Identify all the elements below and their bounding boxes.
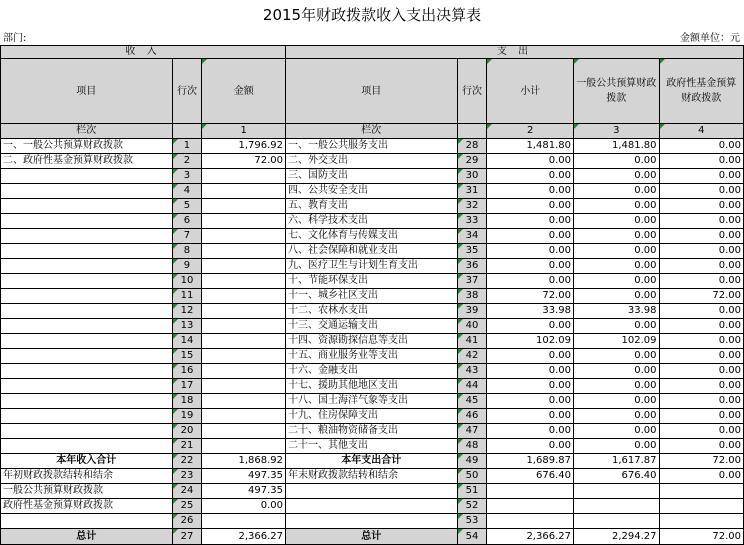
income-item-cell: 本年收入合计: [1, 454, 173, 469]
expense-subtotal-cell: 72.00: [487, 289, 574, 304]
income-amount-cell: [202, 289, 286, 304]
income-item-cell: 一般公共预算财政拨款: [1, 484, 173, 499]
expense-item-cell: 六、科学技术支出: [286, 214, 458, 229]
expense-item-cell: [286, 484, 458, 499]
income-item-cell: [1, 199, 173, 214]
expense-section-header: 支 出: [286, 46, 744, 59]
expense-item-cell: 总计: [286, 529, 458, 545]
income-amount-cell: [202, 379, 286, 394]
expense-item-cell: 十六、金融支出: [286, 364, 458, 379]
expense-item-cell: 八、社会保障和就业支出: [286, 244, 458, 259]
expense-subtotal-cell: 33.98: [487, 304, 574, 319]
expense-item-cell: 十四、资源勘探信息等支出: [286, 334, 458, 349]
expense-fund-cell: 72.00: [659, 289, 743, 304]
expense-fund-cell: 0.00: [659, 184, 743, 199]
income-line-no-cell: 11: [172, 289, 202, 304]
income-line-no-cell: 25: [172, 499, 202, 514]
table-row: [1, 169, 744, 184]
table-row: [1, 364, 744, 379]
expense-line-no-cell: 38: [457, 289, 487, 304]
expense-item-cell: 一、一般公共服务支出: [286, 139, 458, 154]
expense-line-no-cell: 33: [457, 214, 487, 229]
expense-general-cell: 0.00: [573, 289, 659, 304]
expense-item-cell: 本年支出合计: [286, 454, 458, 469]
expense-fund-cell: 0.00: [659, 139, 743, 154]
expense-item-cell: 四、公共安全支出: [286, 184, 458, 199]
expense-subtotal-cell: 1,481.80: [487, 139, 574, 154]
expense-fund-cell: [659, 499, 743, 514]
income-line-no-cell: 7: [172, 229, 202, 244]
expense-item-cell: 十一、城乡社区支出: [286, 289, 458, 304]
expense-subtotal-cell: 0.00: [487, 229, 574, 244]
income-line-no-cell: 19: [172, 409, 202, 424]
income-item-cell: [1, 349, 173, 364]
expense-line-no-cell: 46: [457, 409, 487, 424]
income-amount-cell: [202, 184, 286, 199]
expense-subtotal-cell: 0.00: [487, 349, 574, 364]
expense-general-cell: 0.00: [573, 154, 659, 169]
expense-fund-cell: 0.00: [659, 379, 743, 394]
income-item-cell: [1, 214, 173, 229]
expense-line-no-cell: 45: [457, 394, 487, 409]
income-item-cell: [1, 394, 173, 409]
income-line-no-cell: 1: [172, 139, 202, 154]
table-row: [1, 259, 744, 274]
expense-fund-cell: 0.00: [659, 394, 743, 409]
expense-general-cell: 33.98: [573, 304, 659, 319]
income-item-cell: [1, 364, 173, 379]
expense-general-cell: 0.00: [573, 349, 659, 364]
expense-fund-cell: 0.00: [659, 364, 743, 379]
expense-general-cell: 1,481.80: [573, 139, 659, 154]
expense-general-cell: 0.00: [573, 364, 659, 379]
expense-item-cell: 年末财政拨款结转和结余: [286, 469, 458, 484]
expense-general-cell: 0.00: [573, 394, 659, 409]
expense-item-cell: 七、文化体育与传媒支出: [286, 229, 458, 244]
income-amount-cell: 0.00: [202, 499, 286, 514]
expense-item-cell: 五、教育支出: [286, 199, 458, 214]
expense-item-cell: [286, 514, 458, 529]
expense-fund-cell: 0.00: [659, 319, 743, 334]
table-row: [1, 319, 744, 334]
income-line-no-cell: 8: [172, 244, 202, 259]
income-line-no-cell: 23: [172, 469, 202, 484]
income-line-no-cell: 4: [172, 184, 202, 199]
expense-line-no-cell: 34: [457, 229, 487, 244]
expense-subtotal-cell: 0.00: [487, 154, 574, 169]
expense-line-no-cell: 51: [457, 484, 487, 499]
income-amount-cell: [202, 229, 286, 244]
expense-subtotal-cell: 0.00: [487, 259, 574, 274]
expense-line-no-cell: 37: [457, 274, 487, 289]
col-header-fund: 政府性基金预算财政拨款: [659, 59, 743, 124]
column-index-label: 栏次: [1, 124, 173, 139]
expense-general-cell: 0.00: [573, 229, 659, 244]
income-amount-cell: 1,868.92: [202, 454, 286, 469]
expense-subtotal-cell: 102.09: [487, 334, 574, 349]
expense-subtotal-cell: 0.00: [487, 319, 574, 334]
expense-general-cell: 0.00: [573, 439, 659, 454]
column-index-fund: 4: [659, 124, 743, 139]
table-row: [1, 409, 744, 424]
income-line-no-cell: 2: [172, 154, 202, 169]
column-index-label-2: 栏次: [286, 124, 458, 139]
expense-line-no-cell: 39: [457, 304, 487, 319]
expense-subtotal-cell: 0.00: [487, 394, 574, 409]
expense-general-cell: 102.09: [573, 334, 659, 349]
expense-fund-cell: 0.00: [659, 274, 743, 289]
income-line-no-cell: 27: [172, 529, 202, 545]
income-item-cell: [1, 289, 173, 304]
expense-general-cell: [573, 499, 659, 514]
expense-fund-cell: 0.00: [659, 229, 743, 244]
expense-fund-cell: 0.00: [659, 154, 743, 169]
expense-item-cell: 十五、商业服务业等支出: [286, 349, 458, 364]
income-amount-cell: [202, 319, 286, 334]
department-label: 部门:: [3, 33, 27, 44]
expense-line-no-cell: 29: [457, 154, 487, 169]
expense-subtotal-cell: 0.00: [487, 184, 574, 199]
table-row: [1, 184, 744, 199]
expense-general-cell: 1,617.87: [573, 454, 659, 469]
income-item-cell: 总计: [1, 529, 173, 545]
expense-subtotal-cell: 0.00: [487, 214, 574, 229]
table-row: [1, 334, 744, 349]
expense-item-cell: 九、医疗卫生与计划生育支出: [286, 259, 458, 274]
income-line-no-cell: 17: [172, 379, 202, 394]
expense-item-cell: 三、国防支出: [286, 169, 458, 184]
income-line-no-cell: 9: [172, 259, 202, 274]
income-line-no-cell: 26: [172, 514, 202, 529]
table-row: [1, 274, 744, 289]
income-amount-cell: [202, 259, 286, 274]
expense-subtotal-cell: 0.00: [487, 274, 574, 289]
expense-fund-cell: [659, 484, 743, 499]
column-index-blank-2: [457, 124, 487, 139]
expense-fund-cell: 0.00: [659, 169, 743, 184]
expense-subtotal-cell: 0.00: [487, 364, 574, 379]
table-row: [1, 394, 744, 409]
table-row: [1, 214, 744, 229]
expense-fund-cell: 0.00: [659, 409, 743, 424]
expense-line-no-cell: 49: [457, 454, 487, 469]
table-row: [1, 439, 744, 454]
table-row: [1, 199, 744, 214]
expense-subtotal-cell: 0.00: [487, 439, 574, 454]
expense-subtotal-cell: 2,366.27: [487, 529, 574, 545]
income-item-cell: 二、政府性基金预算财政拨款: [1, 154, 173, 169]
expense-general-cell: [573, 514, 659, 529]
expense-general-cell: 0.00: [573, 319, 659, 334]
table-row: [1, 379, 744, 394]
budget-table: [0, 45, 744, 545]
column-header-row: [1, 59, 744, 124]
income-amount-cell: 497.35: [202, 484, 286, 499]
income-amount-cell: [202, 199, 286, 214]
income-line-no-cell: 22: [172, 454, 202, 469]
expense-line-no-cell: 40: [457, 319, 487, 334]
expense-fund-cell: 0.00: [659, 199, 743, 214]
table-row: [1, 139, 744, 154]
income-item-cell: [1, 304, 173, 319]
income-amount-cell: [202, 244, 286, 259]
income-item-cell: [1, 334, 173, 349]
expense-item-cell: 十八、国土海洋气象等支出: [286, 394, 458, 409]
expense-subtotal-cell: 0.00: [487, 409, 574, 424]
income-item-cell: [1, 379, 173, 394]
expense-line-no-cell: 44: [457, 379, 487, 394]
income-amount-cell: 1,796.92: [202, 139, 286, 154]
income-line-no-cell: 18: [172, 394, 202, 409]
expense-item-cell: 十二、农林水支出: [286, 304, 458, 319]
col-header-income-line: 行次: [172, 59, 202, 124]
expense-fund-cell: 0.00: [659, 469, 743, 484]
year-total-row: [1, 454, 744, 469]
expense-line-no-cell: 47: [457, 424, 487, 439]
income-section-header: 收 入: [1, 46, 286, 59]
expense-subtotal-cell: 1,689.87: [487, 454, 574, 469]
income-item-cell: [1, 244, 173, 259]
income-amount-cell: [202, 364, 286, 379]
expense-item-cell: 十三、交通运输支出: [286, 319, 458, 334]
expense-fund-cell: 0.00: [659, 439, 743, 454]
expense-line-no-cell: 32: [457, 199, 487, 214]
expense-general-cell: 0.00: [573, 199, 659, 214]
carry-row: [1, 484, 744, 499]
table-row: [1, 244, 744, 259]
column-index-subtotal: 2: [487, 124, 574, 139]
income-line-no-cell: 21: [172, 439, 202, 454]
expense-fund-cell: 0.00: [659, 259, 743, 274]
income-amount-cell: [202, 334, 286, 349]
expense-subtotal-cell: 0.00: [487, 199, 574, 214]
income-line-no-cell: 6: [172, 214, 202, 229]
expense-general-cell: 0.00: [573, 379, 659, 394]
expense-line-no-cell: 54: [457, 529, 487, 545]
income-item-cell: [1, 319, 173, 334]
expense-general-cell: [573, 484, 659, 499]
carry-row: [1, 499, 744, 514]
expense-item-cell: 十九、住房保障支出: [286, 409, 458, 424]
section-header-row: [1, 46, 744, 59]
expense-general-cell: 0.00: [573, 274, 659, 289]
col-header-general: 一般公共预算财政拨款: [573, 59, 659, 124]
income-item-cell: [1, 229, 173, 244]
expense-fund-cell: 0.00: [659, 349, 743, 364]
income-amount-cell: [202, 514, 286, 529]
income-amount-cell: [202, 409, 286, 424]
expense-line-no-cell: 28: [457, 139, 487, 154]
table-row: [1, 304, 744, 319]
income-line-no-cell: 10: [172, 274, 202, 289]
table-row: [1, 154, 744, 169]
expense-general-cell: 0.00: [573, 214, 659, 229]
expense-subtotal-cell: [487, 514, 574, 529]
expense-subtotal-cell: 676.40: [487, 469, 574, 484]
income-amount-cell: [202, 304, 286, 319]
income-item-cell: [1, 184, 173, 199]
income-line-no-cell: 15: [172, 349, 202, 364]
report-title: 2015年财政拨款收入支出决算表: [262, 6, 482, 24]
expense-general-cell: 0.00: [573, 184, 659, 199]
expense-line-no-cell: 52: [457, 499, 487, 514]
col-header-expense-item: 项目: [286, 59, 458, 124]
income-line-no-cell: 24: [172, 484, 202, 499]
table-row: [1, 229, 744, 244]
income-line-no-cell: 5: [172, 199, 202, 214]
income-item-cell: [1, 409, 173, 424]
income-line-no-cell: 20: [172, 424, 202, 439]
expense-fund-cell: 0.00: [659, 334, 743, 349]
income-amount-cell: 497.35: [202, 469, 286, 484]
income-amount-cell: [202, 274, 286, 289]
column-index-amount: 1: [202, 124, 286, 139]
expense-subtotal-cell: 0.00: [487, 169, 574, 184]
income-item-cell: 一、一般公共预算财政拨款: [1, 139, 173, 154]
income-line-no-cell: 13: [172, 319, 202, 334]
expense-fund-cell: 0.00: [659, 214, 743, 229]
expense-item-cell: [286, 499, 458, 514]
expense-line-no-cell: 48: [457, 439, 487, 454]
expense-line-no-cell: 50: [457, 469, 487, 484]
expense-item-cell: 十、节能环保支出: [286, 274, 458, 289]
column-index-row: [1, 124, 744, 139]
col-header-subtotal: 小计: [487, 59, 574, 124]
income-item-cell: [1, 439, 173, 454]
expense-general-cell: 0.00: [573, 424, 659, 439]
income-amount-cell: [202, 439, 286, 454]
carry-row: [1, 469, 744, 484]
expense-fund-cell: 72.00: [659, 529, 743, 545]
income-amount-cell: [202, 169, 286, 184]
col-header-income-item: 项目: [1, 59, 173, 124]
expense-general-cell: 0.00: [573, 409, 659, 424]
expense-item-cell: 十七、援助其他地区支出: [286, 379, 458, 394]
expense-line-no-cell: 35: [457, 244, 487, 259]
expense-line-no-cell: 41: [457, 334, 487, 349]
income-item-cell: [1, 169, 173, 184]
income-amount-cell: 2,366.27: [202, 529, 286, 545]
table-row: [1, 349, 744, 364]
income-item-cell: [1, 259, 173, 274]
table-row: [1, 289, 744, 304]
income-amount-cell: [202, 394, 286, 409]
income-amount-cell: [202, 214, 286, 229]
expense-item-cell: 二、外交支出: [286, 154, 458, 169]
income-line-no-cell: 14: [172, 334, 202, 349]
expense-general-cell: 0.00: [573, 259, 659, 274]
income-item-cell: [1, 424, 173, 439]
column-index-blank: [172, 124, 202, 139]
expense-line-no-cell: 30: [457, 169, 487, 184]
income-item-cell: [1, 514, 173, 529]
expense-line-no-cell: 31: [457, 184, 487, 199]
income-item-cell: [1, 274, 173, 289]
expense-item-cell: 二十、粮油物资储备支出: [286, 424, 458, 439]
expense-general-cell: 0.00: [573, 169, 659, 184]
table-row: [1, 424, 744, 439]
income-item-cell: 政府性基金预算财政拨款: [1, 499, 173, 514]
expense-line-no-cell: 36: [457, 259, 487, 274]
income-line-no-cell: 16: [172, 364, 202, 379]
column-index-general: 3: [573, 124, 659, 139]
income-amount-cell: 72.00: [202, 154, 286, 169]
unit-row: [0, 32, 744, 46]
expense-subtotal-cell: 0.00: [487, 424, 574, 439]
expense-subtotal-cell: [487, 484, 574, 499]
expense-subtotal-cell: 0.00: [487, 379, 574, 394]
income-amount-cell: [202, 349, 286, 364]
expense-line-no-cell: 43: [457, 364, 487, 379]
expense-general-cell: 2,294.27: [573, 529, 659, 545]
income-line-no-cell: 12: [172, 304, 202, 319]
income-amount-cell: [202, 424, 286, 439]
col-header-expense-line: 行次: [457, 59, 487, 124]
expense-item-cell: 二十一、其他支出: [286, 439, 458, 454]
carry-row: [1, 514, 744, 529]
expense-general-cell: 676.40: [573, 469, 659, 484]
amount-unit-label: 金额单位：元: [680, 33, 740, 44]
expense-fund-cell: [659, 514, 743, 529]
expense-fund-cell: 0.00: [659, 244, 743, 259]
expense-fund-cell: 0.00: [659, 304, 743, 319]
expense-fund-cell: 0.00: [659, 424, 743, 439]
col-header-amount: 金额: [202, 59, 286, 124]
expense-line-no-cell: 53: [457, 514, 487, 529]
income-item-cell: 年初财政拨款结转和结余: [1, 469, 173, 484]
income-line-no-cell: 3: [172, 169, 202, 184]
expense-subtotal-cell: 0.00: [487, 244, 574, 259]
expense-subtotal-cell: [487, 499, 574, 514]
expense-general-cell: 0.00: [573, 244, 659, 259]
expense-fund-cell: 72.00: [659, 454, 743, 469]
expense-line-no-cell: 42: [457, 349, 487, 364]
